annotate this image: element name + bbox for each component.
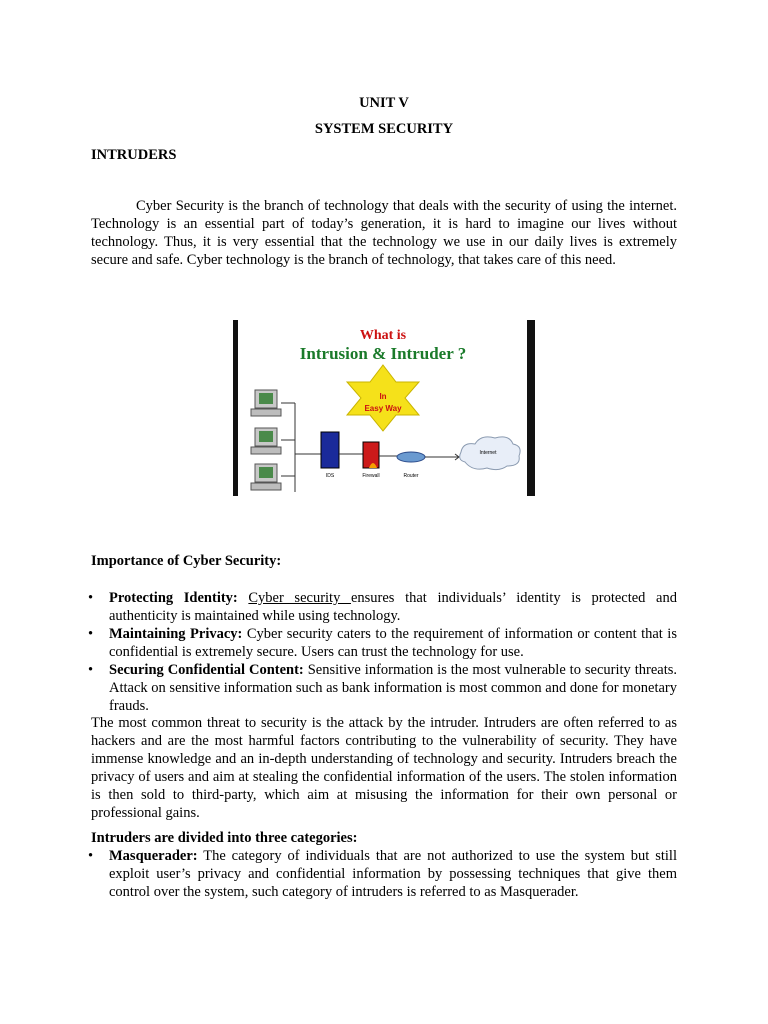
- item-text: Cyber security caters to the requirement of information or content that is confidential is extremely secure. Users can trust the technology for use.: [109, 626, 677, 660]
- star-text-line1: In: [379, 392, 387, 401]
- importance-heading: Importance of Cyber Security:: [91, 553, 282, 569]
- list-item: [88, 589, 677, 625]
- computer-icon: [251, 464, 281, 490]
- figure-left-border: [233, 320, 238, 496]
- list-item: [88, 661, 677, 715]
- router-label: Router: [403, 473, 419, 479]
- threat-paragraph: The most common threat to security is the attack by the intruder. Intruders are often referred to as hackers and are the most harmful factors contributing to the vulnerability of security. They have immense knowledge and an in-depth understanding of technology and security. Intruders breach the privacy of users and aim at stealing the confidential information of the users. The stolen information is then sold to third-party, which aim at misusing the information for their own personal or professional gains.: [91, 715, 677, 821]
- item-term: Maintaining Privacy:: [109, 626, 243, 642]
- bullet-icon: •: [88, 590, 94, 606]
- list-item: [88, 625, 677, 661]
- network-wires: [281, 403, 321, 492]
- item-text: ensures that individuals’ identity is protected and authenticity is maintained while using technology.: [109, 590, 677, 624]
- internet-label: Internet: [479, 450, 497, 456]
- item-text: The category of individuals that are not authorized to use the system but still exploit user’s privacy and confidential information by possessing techniques that give them control over the system, such category of intruders is referred to as Masquerader.: [109, 848, 677, 900]
- item-term: Protecting Identity:: [109, 590, 238, 606]
- ids-server-icon: [321, 432, 339, 468]
- cyber-security-link[interactable]: Cyber security: [248, 590, 351, 606]
- intro-paragraph: Cyber Security is the branch of technology that deals with the security of using the internet. Technology is an essential part of today’s generation, it is hard to imagine our lives without technology. Thus, it is very essential that the technology we use in our daily lives is extremely secure and safe. Cyber technology is the branch of technology, that takes care of this need.: [91, 198, 677, 268]
- bullet-icon: •: [88, 848, 94, 864]
- computer-icon: [251, 428, 281, 454]
- firewall-icon: [363, 442, 379, 468]
- computer-icon: [251, 390, 281, 416]
- subject-heading: SYSTEM SECURITY: [314, 121, 454, 137]
- figure-right-border: [527, 320, 535, 496]
- star-text-line2: Easy Way: [364, 404, 402, 413]
- importance-list: [88, 589, 677, 715]
- intrusion-figure: [233, 320, 535, 496]
- bullet-icon: •: [88, 662, 94, 678]
- categories-list: [88, 847, 677, 901]
- router-icon: [397, 452, 425, 462]
- ids-label: IDS: [325, 473, 335, 479]
- item-term: Masquerader:: [109, 848, 198, 864]
- section-heading: INTRUDERS: [91, 147, 177, 163]
- figure-title-line1: What is: [359, 328, 407, 343]
- list-item: [88, 847, 677, 901]
- categories-heading: Intruders are divided into three categories:: [91, 830, 358, 846]
- item-text: Sensitive information is the most vulnerable to security threats. Attack on sensitive information such as bank information is most common and done for monetary frauds.: [109, 662, 677, 714]
- item-term: Securing Confidential Content:: [109, 662, 304, 678]
- unit-heading: UNIT V: [359, 95, 409, 111]
- firewall-label: Firewall: [362, 473, 380, 479]
- bullet-icon: •: [88, 626, 94, 642]
- figure-title-line2: Intrusion & Intruder ?: [299, 344, 467, 363]
